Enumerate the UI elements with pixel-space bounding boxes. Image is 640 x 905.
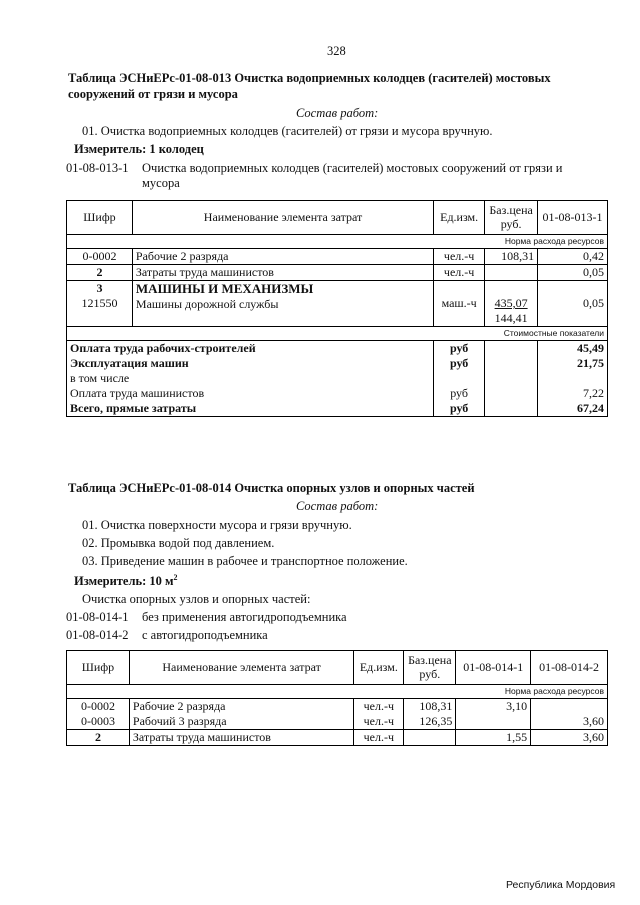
header-price: Баз.цена руб. <box>404 651 456 685</box>
norma-label: Норма расхода ресурсов <box>67 235 608 249</box>
row-price: 108,31 <box>404 699 456 715</box>
table2-work-item-3: 03. Приведение машин в рабочее и транспортное положение. <box>82 554 408 568</box>
table-row <box>67 714 608 730</box>
table-row <box>67 730 608 746</box>
table1-work-item: 01. Очистка водоприемных колодцев (гасителей) от грязи и мусора вручную. <box>82 124 493 138</box>
norma-row <box>67 685 608 699</box>
header-price: Баз.цена руб. <box>485 201 538 235</box>
table-header-row <box>67 201 608 235</box>
cost-label: Эксплуатация машин <box>67 356 434 371</box>
table2-measure: Измеритель: 10 $м^2$ <box>74 573 178 589</box>
row-name: Рабочие 2 разряда <box>132 249 433 265</box>
row-name: Рабочие 2 разряда <box>129 699 353 715</box>
row-value: 0,42 <box>538 249 608 265</box>
table-row <box>67 265 608 281</box>
table1-code: 01-08-013-1 <box>66 161 129 175</box>
table1-code-desc-line2: мусора <box>142 176 180 190</box>
row-unit: чел.-ч <box>354 714 404 730</box>
cost-unit: руб <box>434 341 485 357</box>
row-shifr: 0-0003 <box>67 714 130 730</box>
table-header-row <box>67 651 608 685</box>
row-name: Рабочий 3 разряда <box>129 714 353 730</box>
cost-price <box>485 401 538 417</box>
row-price <box>404 730 456 746</box>
header-shifr: Шифр <box>67 201 133 235</box>
row-price: 435,07 144,41 <box>485 281 538 327</box>
table2-title: Таблица ЭСНиЕРс-01-08-014 Очистка опорных узлов и опорных частей <box>68 481 475 495</box>
row-price: 108,31 <box>485 249 538 265</box>
table2-work-item-2: 02. Промывка водой под давлением. <box>82 536 275 550</box>
row-name: МАШИНЫ И МЕХАНИЗМЫ Машины дорожной службы <box>132 281 433 327</box>
cost-row <box>67 386 608 401</box>
cost-value: 67,24 <box>538 401 608 417</box>
row-price <box>485 265 538 281</box>
cost-label: Оплата труда рабочих-строителей <box>67 341 434 357</box>
row-value-1 <box>456 714 531 730</box>
table1-measure: Измеритель: 1 колодец <box>74 142 204 156</box>
table2-sostav-heading: Состав работ: <box>296 499 379 513</box>
table1-title-line2: сооружений от грязи и мусора <box>68 87 238 101</box>
cost-unit: руб <box>434 401 485 417</box>
cost-price <box>485 341 538 357</box>
cost-price <box>485 356 538 371</box>
row-unit: маш.-ч <box>434 281 485 327</box>
row-value-2 <box>531 699 608 715</box>
cost-price <box>485 386 538 401</box>
table1-code-desc-line1: Очистка водоприемных колодцев (гасителей) мостовых сооружений от грязи и <box>142 161 563 175</box>
cost-value: 7,22 <box>538 386 608 401</box>
header-unit: Ед.изм. <box>434 201 485 235</box>
table2-code-1-desc: без применения автогидроподъемника <box>142 610 347 624</box>
cost-value: 45,49 <box>538 341 608 357</box>
header-code-col-2: 01-08-014-2 <box>531 651 608 685</box>
cost-label: в том числе <box>67 371 434 386</box>
row-value: 0,05 <box>538 281 608 327</box>
stoim-row <box>67 327 608 341</box>
header-code-col-1: 01-08-014-1 <box>456 651 531 685</box>
cost-row <box>67 356 608 371</box>
row-value-2: 3,60 <box>531 730 608 746</box>
row-name: Затраты труда машинистов <box>132 265 433 281</box>
row-shifr: 0-0002 <box>67 699 130 715</box>
row-shifr: 2 <box>67 730 130 746</box>
row-shifr: 0-0002 <box>67 249 133 265</box>
row-unit: чел.-ч <box>434 265 485 281</box>
header-unit: Ед.изм. <box>354 651 404 685</box>
row-unit: чел.-ч <box>434 249 485 265</box>
cost-unit: руб <box>434 356 485 371</box>
header-name: Наименование элемента затрат <box>129 651 353 685</box>
table2-code-2: 01-08-014-2 <box>66 628 129 642</box>
header-code-col: 01-08-013-1 <box>538 201 608 235</box>
norma-label: Норма расхода ресурсов <box>67 685 608 699</box>
row-unit: чел.-ч <box>354 730 404 746</box>
resource-table-1 <box>66 200 608 417</box>
row-value-1: 1,55 <box>456 730 531 746</box>
table2-work-item-1: 01. Очистка поверхности мусора и грязи вручную. <box>82 518 352 532</box>
row-price: 126,35 <box>404 714 456 730</box>
table2-intro: Очистка опорных узлов и опорных частей: <box>82 592 311 606</box>
resource-table-2 <box>66 650 608 746</box>
table2-code-1: 01-08-014-1 <box>66 610 129 624</box>
norma-row <box>67 235 608 249</box>
table-row <box>67 249 608 265</box>
row-shifr: 3 121550 <box>67 281 133 327</box>
row-value-2: 3,60 <box>531 714 608 730</box>
row-value-1: 3,10 <box>456 699 531 715</box>
row-unit: чел.-ч <box>354 699 404 715</box>
stoim-label: Стоимостные показатели <box>67 327 608 341</box>
row-shifr: 2 <box>67 265 133 281</box>
table1-sostav-heading: Состав работ: <box>296 106 379 120</box>
table-row <box>67 281 608 327</box>
cost-total-row <box>67 401 608 417</box>
table-row <box>67 699 608 715</box>
cost-row <box>67 371 608 386</box>
header-shifr: Шифр <box>67 651 130 685</box>
footer-region: Республика Мордовия <box>506 879 616 891</box>
cost-value: 21,75 <box>538 356 608 371</box>
cost-unit <box>434 371 485 386</box>
header-name: Наименование элемента затрат <box>132 201 433 235</box>
cost-price <box>485 371 538 386</box>
table2-code-2-desc: с автогидроподъемника <box>142 628 268 642</box>
cost-value <box>538 371 608 386</box>
cost-label: Оплата труда машинистов <box>67 386 434 401</box>
table1-title-line1: Таблица ЭСНиЕРс-01-08-013 Очистка водоприемных колодцев (гасителей) мостовых <box>68 71 551 85</box>
cost-unit: руб <box>434 386 485 401</box>
cost-label: Всего, прямые затраты <box>67 401 434 417</box>
row-value: 0,05 <box>538 265 608 281</box>
cost-row <box>67 341 608 357</box>
page-number: 328 <box>327 44 346 58</box>
row-name: Затраты труда машинистов <box>129 730 353 746</box>
